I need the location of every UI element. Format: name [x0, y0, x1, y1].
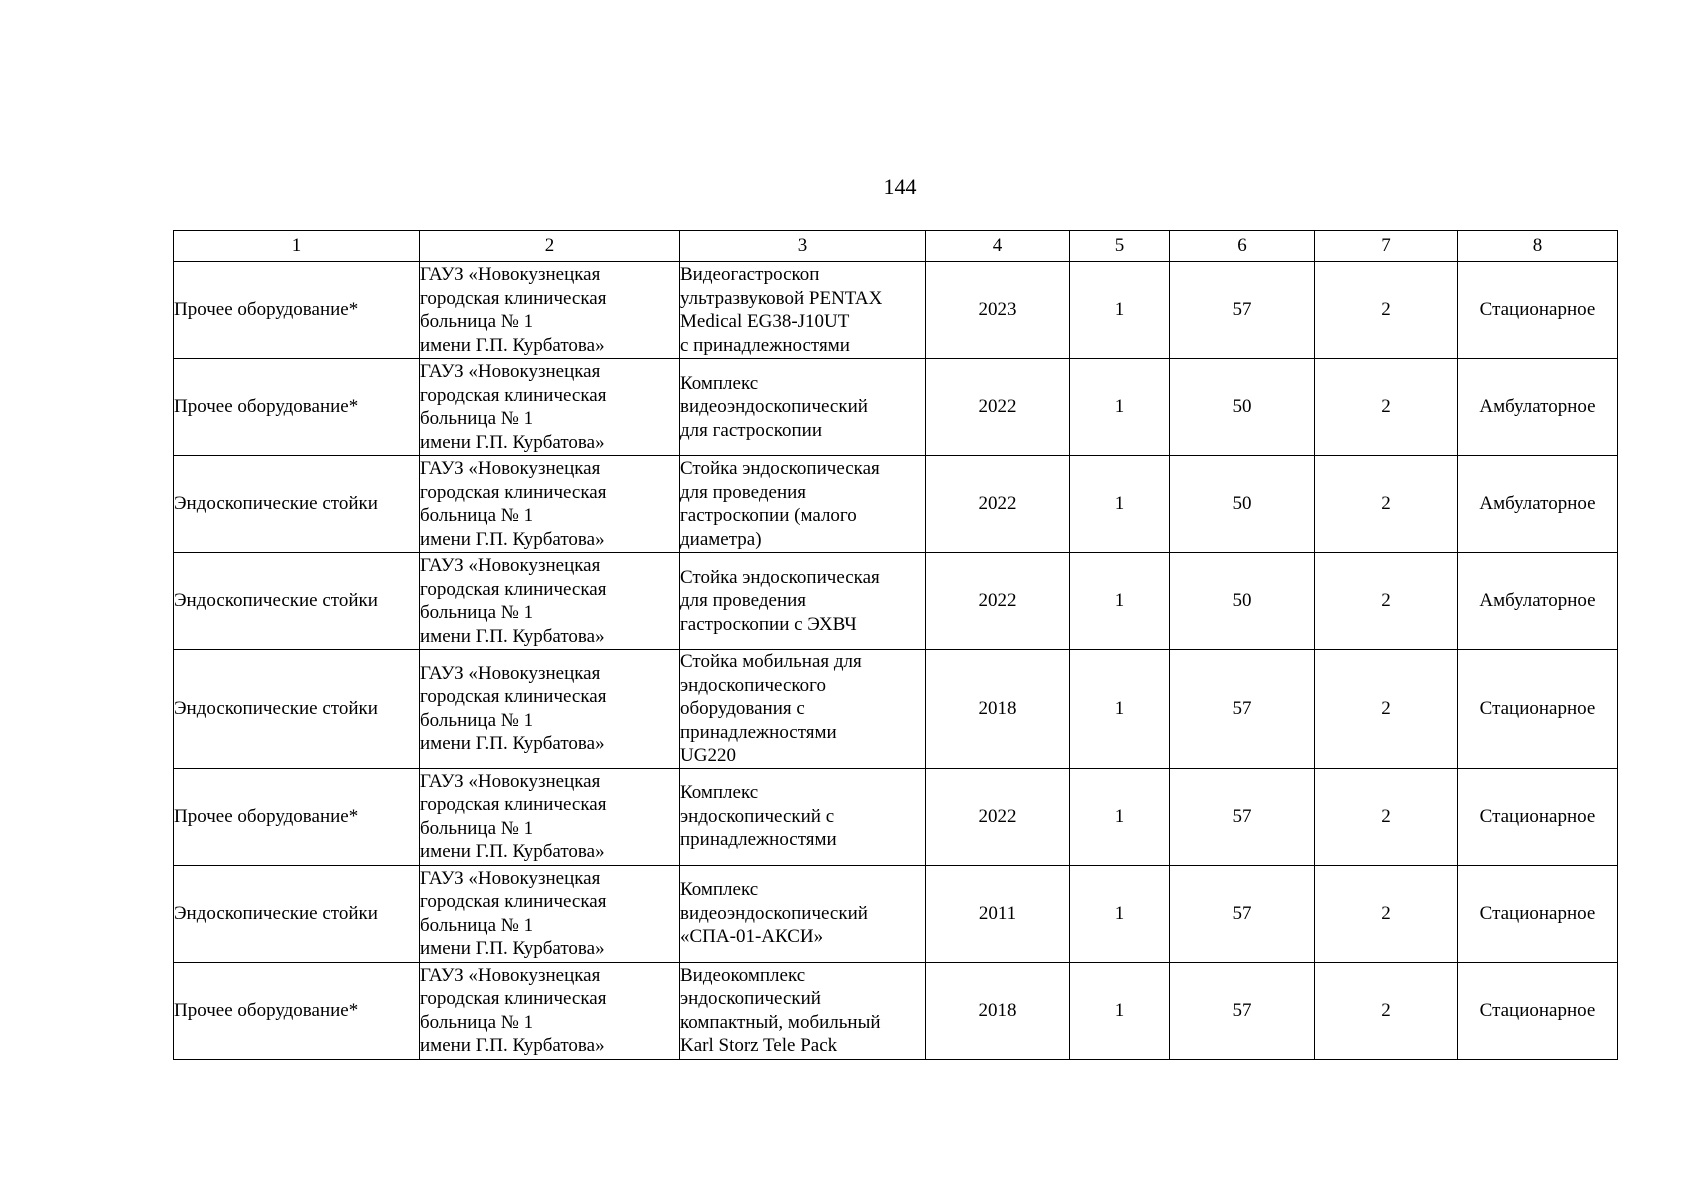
- column-header-7: 7: [1315, 231, 1458, 262]
- organization-cell-line: ГАУЗ «Новокузнецкая: [420, 867, 601, 889]
- organization-cell-line: имени Г.П. Курбатова»: [420, 334, 605, 356]
- equipment-name-cell-line: для гастроскопии: [680, 419, 823, 441]
- column-6-cell: 50: [1170, 553, 1315, 650]
- column-5-cell: 1: [1070, 262, 1170, 359]
- column-header-2: 2: [420, 231, 680, 262]
- organization-cell-line: ГАУЗ «Новокузнецкая: [420, 770, 601, 792]
- column-6-cell: 50: [1170, 456, 1315, 553]
- organization-cell-line: имени Г.П. Курбатова»: [420, 733, 605, 755]
- equipment-name-cell: [680, 865, 926, 962]
- equipment-name-cell-line: Комплекс: [680, 782, 759, 804]
- equipment-name-cell-line: Комплекс: [680, 372, 759, 394]
- organization-cell-line: имени Г.П. Курбатова»: [420, 938, 605, 959]
- organization-cell: [420, 865, 680, 962]
- column-header-5: 5: [1070, 231, 1170, 262]
- organization-cell: [420, 456, 680, 553]
- organization-cell-line: городская клиническая: [420, 481, 607, 503]
- equipment-name-cell-line: принадлежностями: [680, 829, 837, 851]
- organization-cell-line: ГАУЗ «Новокузнецкая: [420, 662, 601, 684]
- organization-cell-line: имени Г.П. Курбатова»: [420, 841, 605, 862]
- table-row: [174, 553, 1618, 650]
- equipment-name-cell: [680, 553, 926, 650]
- equipment-name-cell-line: для проведения: [680, 481, 807, 503]
- column-7-cell: 2: [1315, 553, 1458, 650]
- organization-cell: [420, 962, 680, 1059]
- equipment-name-cell-line: UG220: [680, 745, 736, 766]
- organization-cell-line: городская клиническая: [420, 686, 607, 708]
- column-6-cell: 50: [1170, 359, 1315, 456]
- organization-cell-line: городская клиническая: [420, 384, 607, 406]
- page-number: 144: [883, 174, 917, 199]
- organization-cell-line: больница № 1: [420, 914, 534, 936]
- equipment-name-cell-line: ультразвуковой PENTAX: [680, 287, 883, 309]
- organization-cell: [420, 650, 680, 769]
- equipment-name-cell-line: гастроскопии (малого: [680, 505, 857, 526]
- column-7-cell: 2: [1315, 262, 1458, 359]
- care-mode-cell: Стационарное: [1458, 962, 1618, 1059]
- year-cell: 2022: [926, 456, 1070, 553]
- column-5-cell: 1: [1070, 962, 1170, 1059]
- equipment-name-cell-line: «СПА-01-АКСИ»: [680, 926, 824, 948]
- equipment-name-cell-line: видеоэндоскопический: [680, 902, 868, 924]
- column-6-cell: 57: [1170, 650, 1315, 769]
- column-5-cell: 1: [1070, 650, 1170, 769]
- equipment-name-cell-line: эндоскопический: [680, 988, 821, 1009]
- organization-cell-line: городская клиническая: [420, 891, 607, 912]
- column-header-6: 6: [1170, 231, 1315, 262]
- table-row: [174, 865, 1618, 962]
- equipment-type-cell: Прочее оборудование*: [174, 262, 420, 359]
- organization-cell: [420, 553, 680, 650]
- organization-cell-line: ГАУЗ «Новокузнецкая: [420, 458, 601, 479]
- equipment-name-cell: [680, 768, 926, 865]
- equipment-type-cell: Эндоскопические стойки: [174, 865, 420, 962]
- column-6-cell: 57: [1170, 865, 1315, 962]
- equipment-name-cell-line: диаметра): [680, 528, 762, 550]
- year-cell: 2018: [926, 650, 1070, 769]
- organization-cell: [420, 768, 680, 865]
- equipment-name-cell-line: Стойка эндоскопическая: [680, 566, 880, 588]
- organization-cell-line: больница № 1: [420, 1011, 534, 1033]
- equipment-name-cell: [680, 962, 926, 1059]
- column-7-cell: 2: [1315, 865, 1458, 962]
- organization-cell-line: городская клиническая: [420, 287, 607, 309]
- organization-cell-line: больница № 1: [420, 408, 534, 429]
- organization-cell-line: ГАУЗ «Новокузнецкая: [420, 555, 601, 576]
- equipment-type-cell: Прочее оборудование*: [174, 768, 420, 865]
- header-row: [174, 231, 1618, 262]
- organization-cell-line: больница № 1: [420, 602, 534, 623]
- equipment-name-cell: [680, 650, 926, 769]
- column-6-cell: 57: [1170, 962, 1315, 1059]
- column-5-cell: 1: [1070, 768, 1170, 865]
- column-7-cell: 2: [1315, 650, 1458, 769]
- equipment-table: [173, 230, 1618, 1060]
- equipment-type-cell: Прочее оборудование*: [174, 359, 420, 456]
- organization-cell: [420, 262, 680, 359]
- column-6-cell: 57: [1170, 262, 1315, 359]
- column-header-8: 8: [1458, 231, 1618, 262]
- column-header-3: 3: [680, 231, 926, 262]
- table-row: [174, 359, 1618, 456]
- organization-cell-line: городская клиническая: [420, 578, 607, 600]
- year-cell: 2022: [926, 768, 1070, 865]
- equipment-name-cell: [680, 359, 926, 456]
- table-row: [174, 962, 1618, 1059]
- care-mode-cell: Амбулаторное: [1458, 553, 1618, 650]
- equipment-name-cell-line: Видеокомплекс: [680, 964, 806, 986]
- organization-cell-line: имени Г.П. Курбатова»: [420, 431, 605, 453]
- year-cell: 2011: [926, 865, 1070, 962]
- equipment-name-cell-line: для проведения: [680, 590, 807, 612]
- table-body: [174, 262, 1618, 1060]
- equipment-name-cell-line: компактный, мобильный: [680, 1011, 881, 1033]
- column-header-4: 4: [926, 231, 1070, 262]
- column-7-cell: 2: [1315, 359, 1458, 456]
- care-mode-cell: Стационарное: [1458, 865, 1618, 962]
- organization-cell-line: больница № 1: [420, 817, 534, 839]
- organization-cell-line: имени Г.П. Курбатова»: [420, 1035, 605, 1056]
- equipment-name-cell-line: Видеогастроскоп: [680, 264, 820, 285]
- year-cell: 2023: [926, 262, 1070, 359]
- table-row: [174, 768, 1618, 865]
- equipment-name-cell: [680, 262, 926, 359]
- column-5-cell: 1: [1070, 553, 1170, 650]
- table-row: [174, 456, 1618, 553]
- year-cell: 2022: [926, 553, 1070, 650]
- column-6-cell: 57: [1170, 768, 1315, 865]
- equipment-type-cell: Эндоскопические стойки: [174, 456, 420, 553]
- care-mode-cell: Амбулаторное: [1458, 456, 1618, 553]
- care-mode-cell: Стационарное: [1458, 768, 1618, 865]
- care-mode-cell: Стационарное: [1458, 650, 1618, 769]
- equipment-name-cell-line: гастроскопии с ЭХВЧ: [680, 613, 857, 635]
- equipment-name-cell: [680, 456, 926, 553]
- column-5-cell: 1: [1070, 359, 1170, 456]
- equipment-name-cell-line: Medical EG38-J10UT: [680, 311, 850, 332]
- equipment-type-cell: Эндоскопические стойки: [174, 553, 420, 650]
- equipment-name-cell-line: Стойка мобильная для: [680, 651, 862, 672]
- column-5-cell: 1: [1070, 865, 1170, 962]
- organization-cell-line: ГАУЗ «Новокузнецкая: [420, 264, 601, 285]
- year-cell: 2022: [926, 359, 1070, 456]
- organization-cell-line: больница № 1: [420, 709, 534, 731]
- equipment-type-cell: Прочее оборудование*: [174, 962, 420, 1059]
- column-7-cell: 2: [1315, 456, 1458, 553]
- organization-cell-line: больница № 1: [420, 311, 534, 332]
- equipment-name-cell-line: оборудования с: [680, 698, 805, 719]
- organization-cell: [420, 359, 680, 456]
- equipment-name-cell-line: с принадлежностями: [680, 334, 850, 356]
- equipment-name-cell-line: принадлежностями: [680, 721, 837, 743]
- column-7-cell: 2: [1315, 962, 1458, 1059]
- table-row: [174, 650, 1618, 769]
- care-mode-cell: Стационарное: [1458, 262, 1618, 359]
- equipment-name-cell-line: эндоскопического: [680, 674, 826, 696]
- equipment-name-cell-line: Комплекс: [680, 879, 759, 901]
- column-5-cell: 1: [1070, 456, 1170, 553]
- equipment-name-cell-line: видеоэндоскопический: [680, 396, 868, 418]
- organization-cell-line: городская клиническая: [420, 794, 607, 815]
- column-7-cell: 2: [1315, 768, 1458, 865]
- equipment-name-cell-line: Karl Storz Tele Pack: [680, 1035, 838, 1056]
- column-header-1: 1: [174, 231, 420, 262]
- organization-cell-line: имени Г.П. Курбатова»: [420, 528, 605, 550]
- organization-cell-line: больница № 1: [420, 505, 534, 526]
- organization-cell-line: имени Г.П. Курбатова»: [420, 625, 605, 647]
- equipment-name-cell-line: эндоскопический с: [680, 805, 835, 827]
- organization-cell-line: ГАУЗ «Новокузнецкая: [420, 361, 601, 382]
- organization-cell-line: ГАУЗ «Новокузнецкая: [420, 964, 601, 986]
- organization-cell-line: городская клиническая: [420, 988, 607, 1009]
- care-mode-cell: Амбулаторное: [1458, 359, 1618, 456]
- year-cell: 2018: [926, 962, 1070, 1059]
- equipment-type-cell: Эндоскопические стойки: [174, 650, 420, 769]
- equipment-name-cell-line: Стойка эндоскопическая: [680, 458, 880, 479]
- table-row: [174, 262, 1618, 359]
